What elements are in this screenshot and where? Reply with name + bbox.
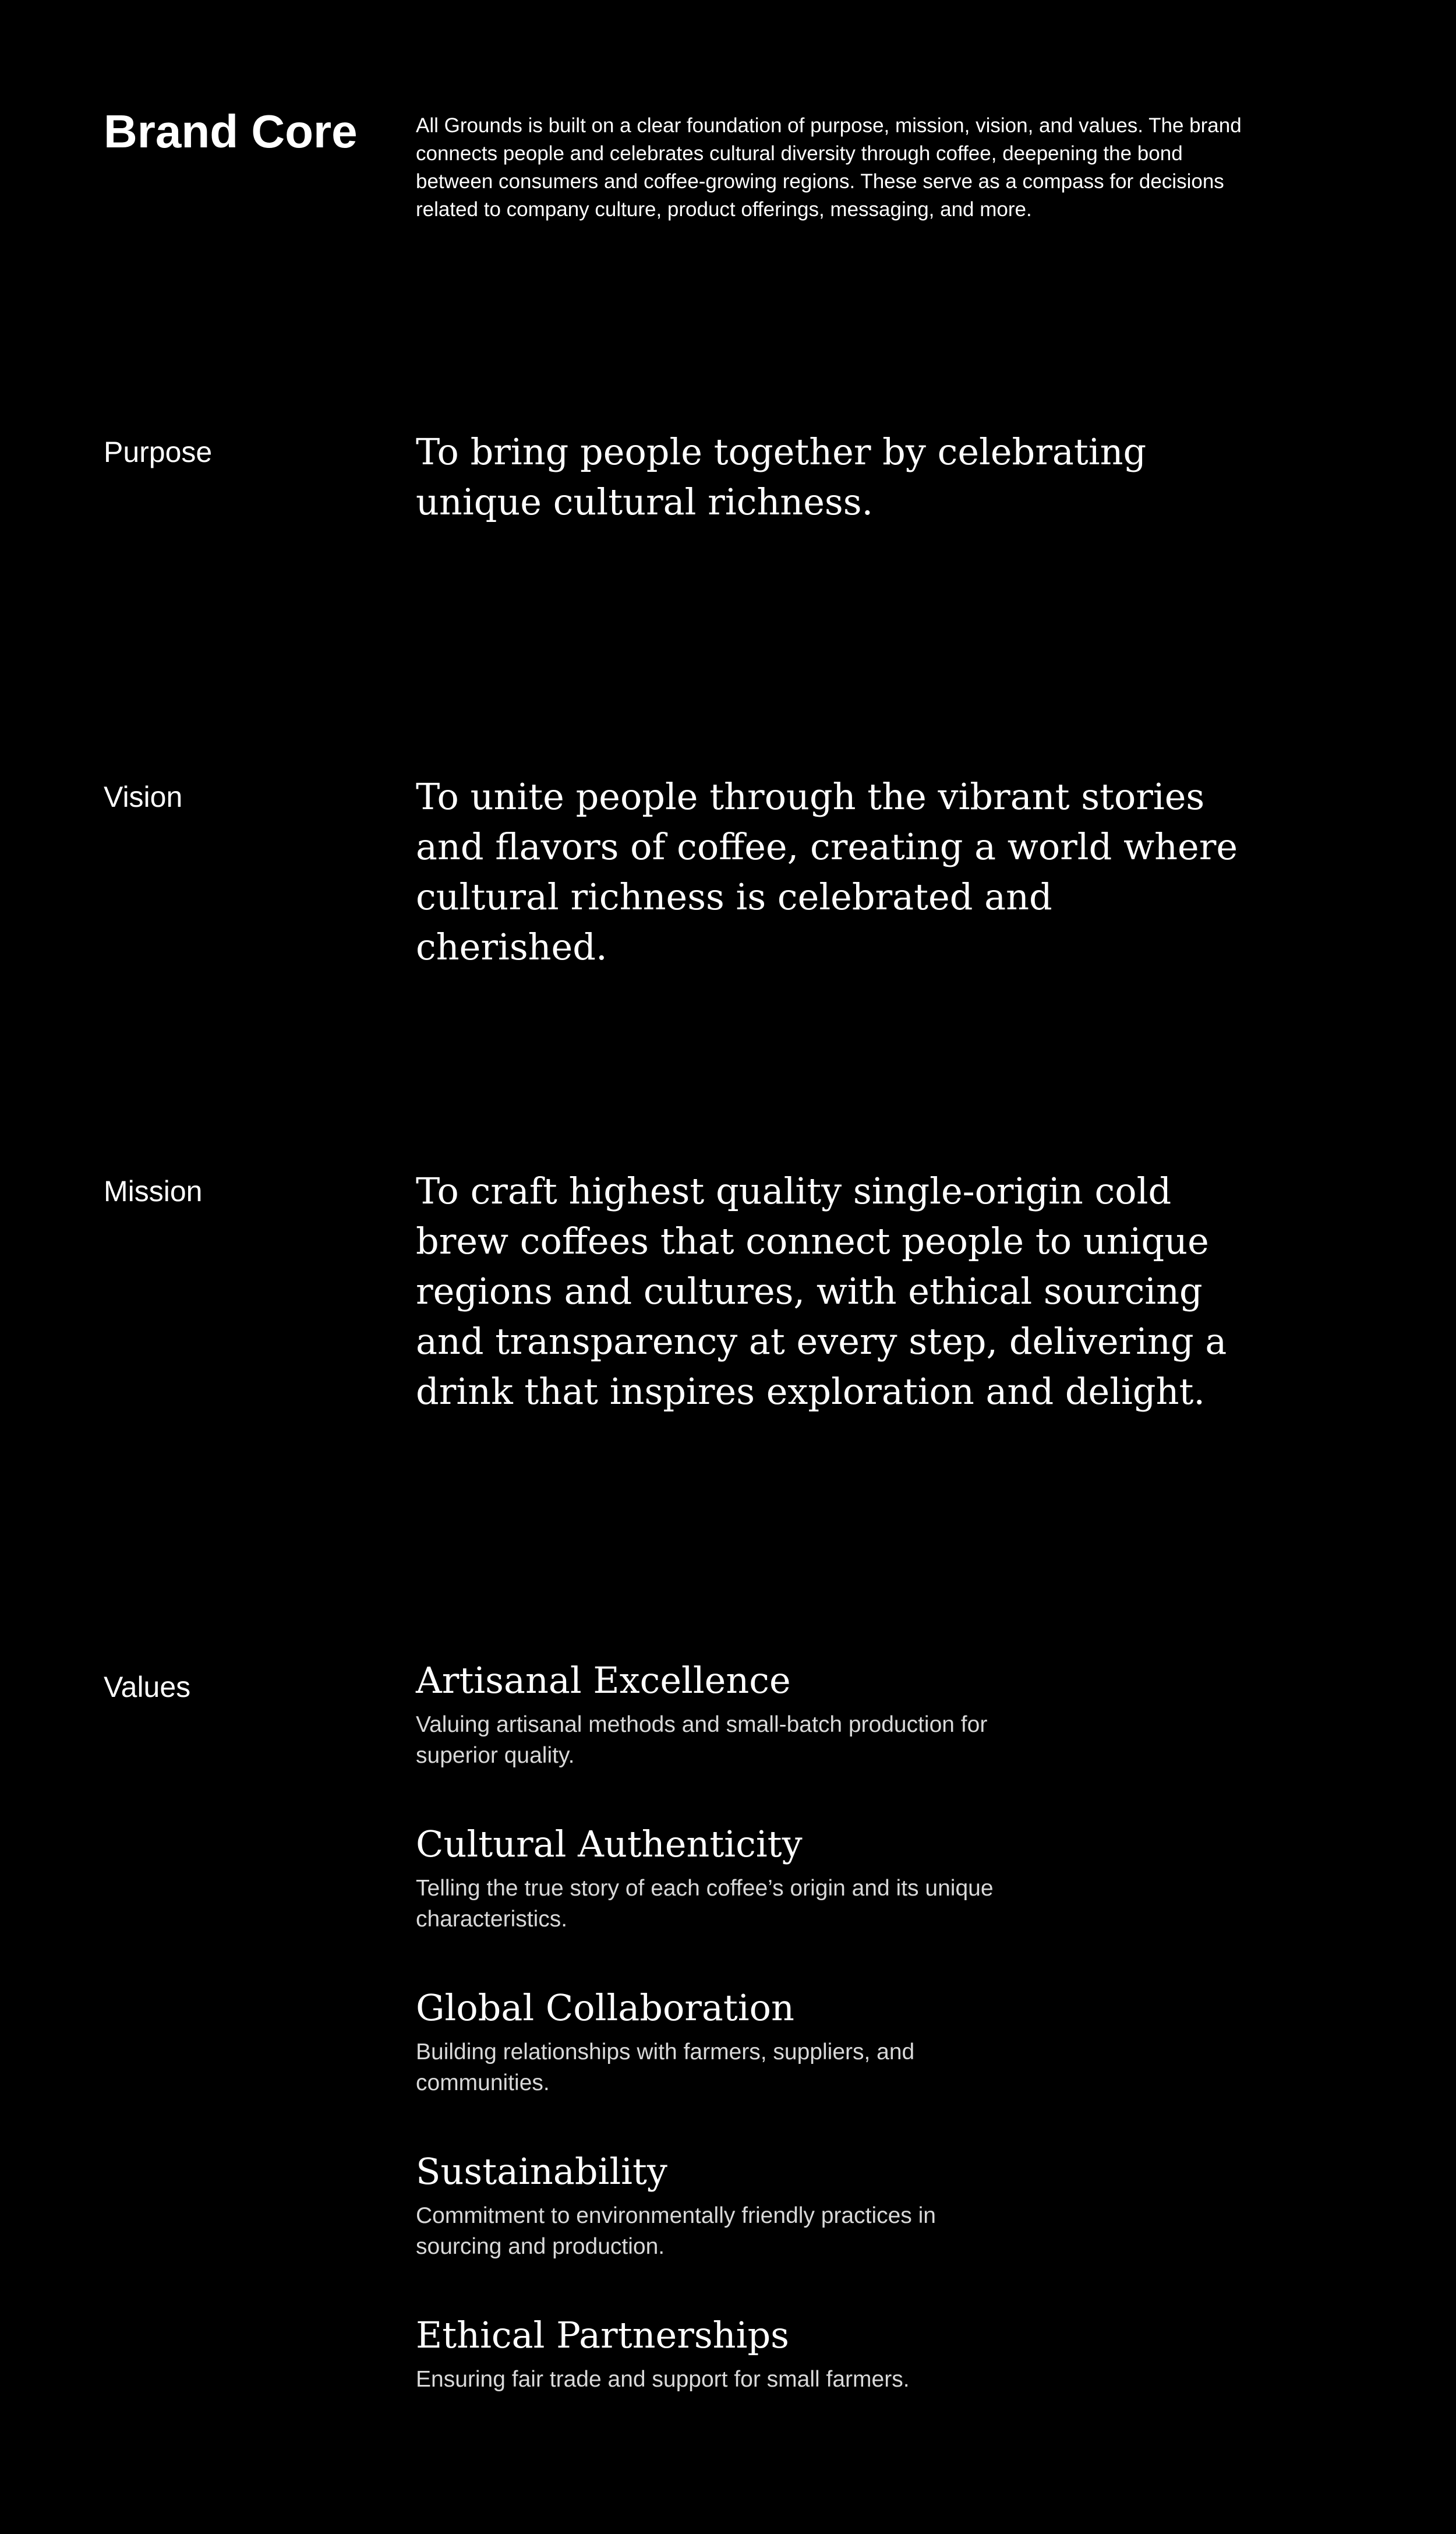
intro-paragraph: All Grounds is built on a clear foundation of purpose, mission, vision, and values. The brand connects people and celebrates cultural diversity through coffee, deepening the bond between consumers and coffee-growing regions. These serve as a compass for decisions related to company culture, product offerings, messaging, and more. <box>416 114 1242 221</box>
value-item-global-collaboration <box>416 1983 1056 2098</box>
values-list <box>416 1656 1056 2443</box>
purpose-label: Purpose <box>104 436 213 468</box>
value-item-ethical-partnerships <box>416 2310 1056 2395</box>
value-description: Ensuring fair trade and support for small farmers. <box>416 2367 910 2392</box>
purpose-statement: To bring people together by celebrating unique cultural richness. <box>416 430 1147 523</box>
value-description: Valuing artisanal methods and small-batch production for superior quality. <box>416 1712 988 1768</box>
value-description: Commitment to environmentally friendly practices in sourcing and production. <box>416 2203 936 2259</box>
value-description: Telling the true story of each coffee’s origin and its unique characteristics. <box>416 1876 994 1932</box>
values-label: Values <box>104 1671 191 1703</box>
vision-statement: To unite people through the vibrant stories and flavors of coffee, creating a world where cultural richness is celebrated and cherished. <box>416 775 1238 968</box>
vision-label: Vision <box>104 781 183 813</box>
mission-label: Mission <box>104 1175 203 1208</box>
value-title: Artisanal Excellence <box>416 1659 791 1702</box>
value-title: Ethical Partnerships <box>416 2314 789 2356</box>
value-description: Building relationships with farmers, suppliers, and communities. <box>416 2039 915 2095</box>
value-title: Cultural Authenticity <box>416 1823 803 1865</box>
mission-statement: To craft highest quality single-origin cold brew coffees that connect people to unique regions and cultures, with ethical sourcing and transparency at every step, delivering a drink that inspires exploration and delight. <box>416 1170 1227 1413</box>
value-item-cultural-authenticity <box>416 1819 1056 1935</box>
page-title: Brand Core <box>104 105 358 157</box>
value-item-artisanal-excellence <box>416 1656 1056 1771</box>
value-title: Sustainability <box>416 2150 667 2193</box>
value-item-sustainability <box>416 2147 1056 2262</box>
value-title: Global Collaboration <box>416 1986 794 2029</box>
